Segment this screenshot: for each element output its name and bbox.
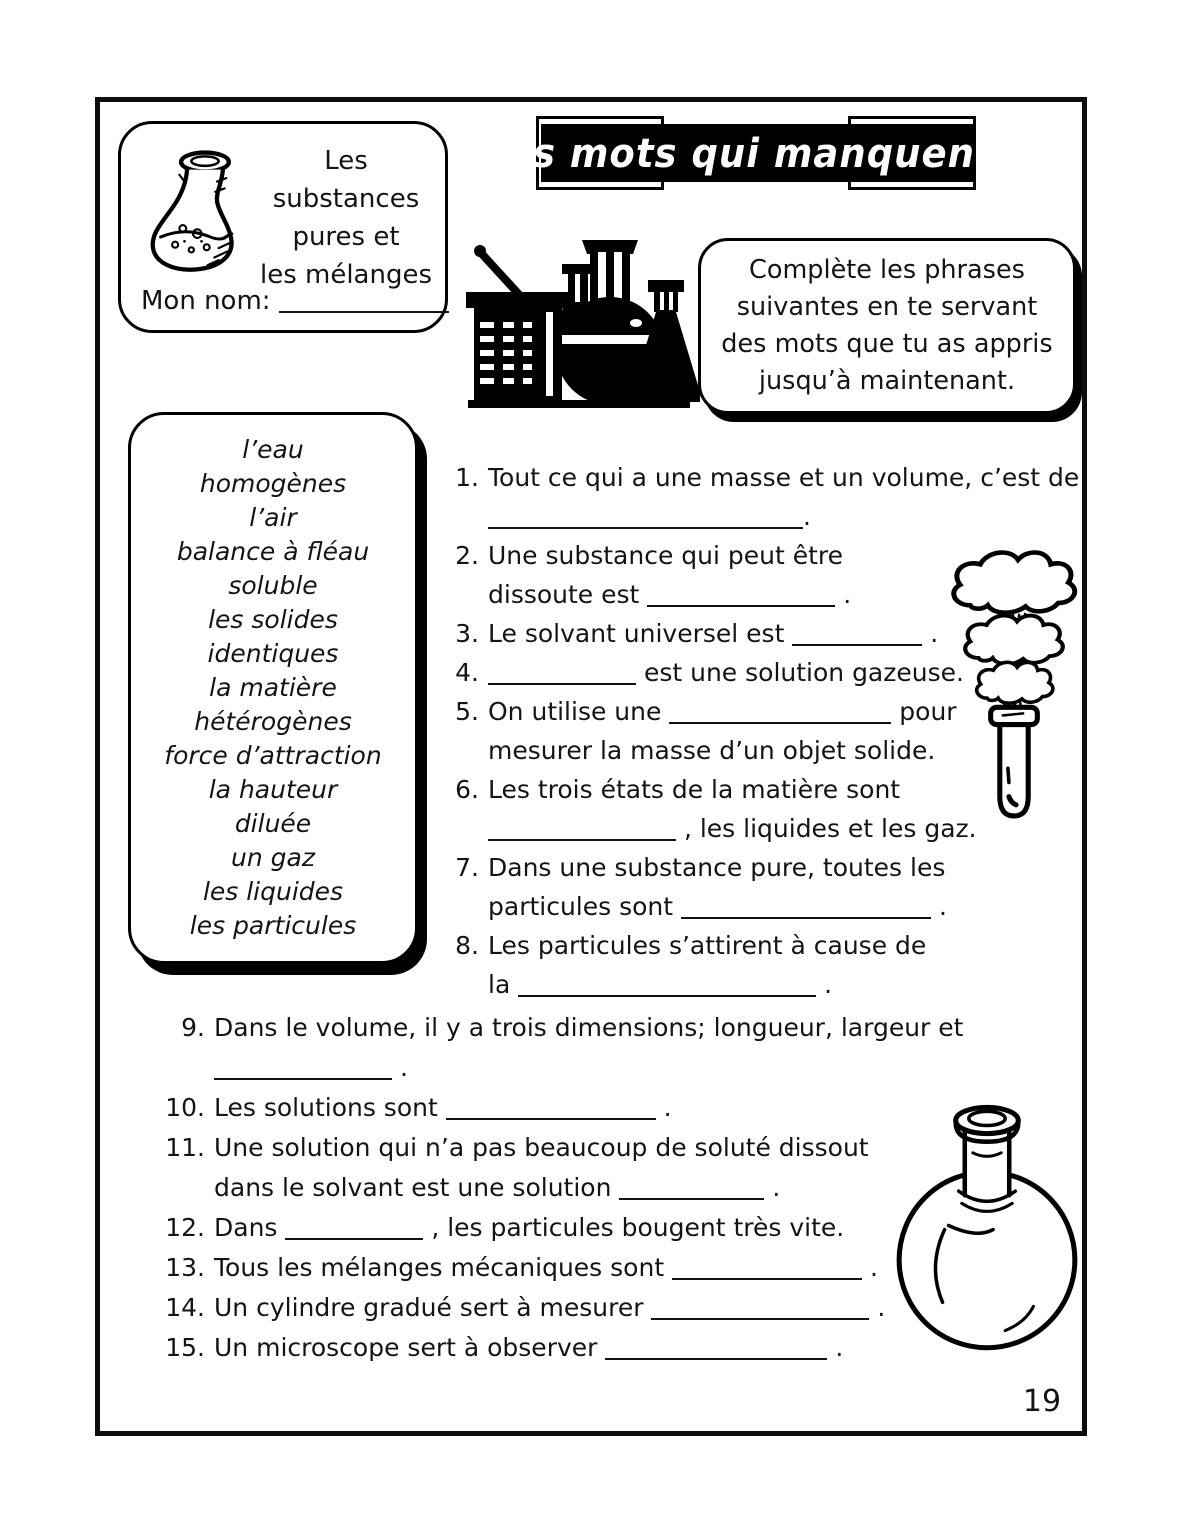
question-item (158, 1008, 998, 1088)
question-text: dans le solvant est une solution (214, 1173, 620, 1202)
question-text: Une solution qui n’a pas beaucoup de soluté dissout (214, 1133, 869, 1162)
question-text: . (862, 1253, 878, 1282)
question-text: particules sont (488, 892, 682, 921)
question-number: 5. (455, 697, 479, 726)
question-text: On utilise une (488, 697, 670, 726)
answer-blank[interactable] (619, 1180, 764, 1200)
question-text: . (931, 892, 947, 921)
title-line: pures et (292, 222, 400, 252)
question-text: . (827, 1333, 844, 1362)
name-label: Mon nom: (141, 286, 271, 316)
erlenmeyer-flask-icon (135, 140, 263, 288)
question-item (158, 1288, 998, 1328)
question-item (446, 848, 1066, 926)
question-text: Les solutions sont (214, 1093, 446, 1122)
question-text: . (803, 502, 811, 531)
question-number: 13. (165, 1253, 205, 1282)
round-bottom-flask-icon (886, 1090, 1088, 1358)
question-item (446, 926, 1066, 1004)
question-text: dissoute est (488, 580, 648, 609)
word-bank-item: un gaz (231, 843, 315, 872)
question-text: . (392, 1053, 408, 1082)
question-item (158, 1248, 998, 1288)
answer-blank[interactable] (669, 704, 891, 724)
question-number: 6. (455, 775, 479, 804)
answer-blank[interactable] (488, 665, 636, 685)
question-number: 7. (455, 853, 479, 882)
question-item (158, 1208, 998, 1248)
question-number: 12. (165, 1213, 205, 1242)
answer-blank[interactable] (488, 509, 803, 529)
instruction-text: Complète les phrases suivantes en te servant des mots que tu as appris jusqu’à maintenant. (721, 255, 1053, 396)
page-number: 19 (1022, 1384, 1062, 1419)
word-bank-item: la hauteur (208, 775, 338, 804)
word-bank-item: balance à fléau (176, 537, 370, 566)
question-text: mesurer la masse d’un objet solide. (488, 736, 936, 765)
word-bank-item: soluble (228, 571, 318, 600)
question-text: est une solution gazeuse. (636, 658, 964, 687)
question-item (158, 1328, 998, 1368)
word-bank-item: l’air (249, 503, 297, 532)
word-bank-item: la matière (209, 673, 337, 702)
question-number: 11. (165, 1133, 205, 1162)
question-number: 1. (455, 463, 479, 492)
question-text: . (655, 1093, 672, 1122)
question-text: . (835, 580, 852, 609)
answer-blank[interactable] (651, 1300, 869, 1320)
word-bank (128, 412, 418, 964)
answer-blank[interactable] (681, 899, 931, 919)
question-number: 9. (181, 1013, 205, 1042)
title-line: substances (272, 184, 420, 214)
answer-blank[interactable] (605, 1340, 827, 1360)
question-text: Un cylindre gradué sert à mesurer (214, 1293, 652, 1322)
answer-blank[interactable] (518, 977, 816, 997)
question-text: Dans (214, 1213, 286, 1242)
question-text: Une substance qui peut être (488, 541, 844, 570)
question-text: Les particules s’attirent à cause de (488, 931, 927, 960)
question-text: Tout ce qui a une masse et un volume, c’est de (488, 463, 1080, 492)
question-item (158, 1128, 998, 1208)
word-bank-item: diluée (234, 809, 312, 838)
word-bank-item: les solides (208, 605, 338, 634)
question-item (446, 458, 1080, 536)
question-text: . (816, 970, 833, 999)
question-text: pour (891, 697, 957, 726)
question-item (158, 1088, 998, 1128)
question-text: Dans une substance pure, toutes les (488, 853, 946, 882)
word-bank-item: identiques (207, 639, 339, 668)
question-text: Les trois états de la matière sont (488, 775, 901, 804)
banner (475, 116, 1039, 190)
banner-band (475, 124, 1039, 182)
name-blank[interactable] (279, 293, 449, 313)
answer-blank[interactable] (792, 626, 922, 646)
question-text: . (922, 619, 939, 648)
question-number: 3. (455, 619, 479, 648)
answer-blank[interactable] (214, 1060, 392, 1080)
question-text: . (869, 1293, 886, 1322)
test-tube-smoke-icon (948, 542, 1080, 832)
questions-full-width (158, 1008, 998, 1368)
word-bank-item: l’eau (242, 435, 304, 464)
worksheet-title (251, 142, 441, 294)
question-text: la (488, 970, 519, 999)
instruction-box (698, 238, 1076, 414)
question-number: 2. (455, 541, 479, 570)
answer-blank[interactable] (446, 1100, 656, 1120)
answer-blank[interactable] (647, 587, 835, 607)
question-number: 10. (165, 1093, 205, 1122)
question-text: Tous les mélanges mécaniques sont (214, 1253, 673, 1282)
title-line: les mélanges (259, 260, 433, 290)
question-number: 14. (165, 1293, 205, 1322)
question-text: Le solvant universel est (488, 619, 793, 648)
answer-blank[interactable] (672, 1260, 862, 1280)
title-line: Les (324, 146, 368, 176)
question-text: , les liquides et les gaz. (676, 814, 977, 843)
answer-blank[interactable] (488, 821, 676, 841)
question-number: 8. (455, 931, 479, 960)
word-bank-item: force d’attraction (164, 741, 382, 770)
question-number: 4. (455, 658, 479, 687)
banner-title: Des mots qui manquent... (475, 129, 1039, 177)
question-text: , les particules bougent très vite. (423, 1213, 845, 1242)
question-text: . (764, 1173, 781, 1202)
word-bank-item: les particules (189, 911, 357, 940)
word-bank-item: hétérogènes (194, 707, 352, 736)
title-box (118, 121, 448, 333)
word-bank-item: les liquides (202, 877, 344, 906)
question-number: 15. (165, 1333, 205, 1362)
word-bank-item: homogènes (199, 469, 347, 498)
answer-blank[interactable] (285, 1220, 423, 1240)
question-text: Dans le volume, il y a trois dimensions; longueur, largeur et (214, 1013, 964, 1042)
lab-glassware-icon (452, 234, 702, 414)
question-text: Un microscope sert à observer (214, 1333, 606, 1362)
